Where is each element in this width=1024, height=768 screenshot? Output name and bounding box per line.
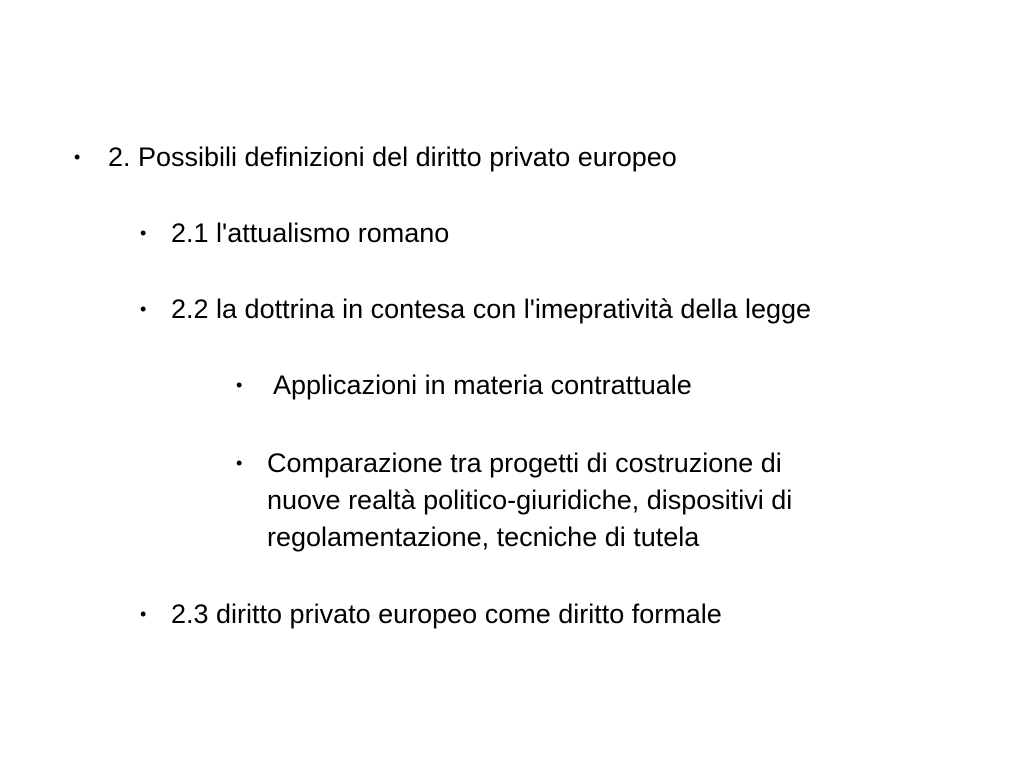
list-item-text: 2.2 la dottrina in contesa con l'imepratività della legge — [171, 294, 812, 324]
list-item-text — [267, 445, 907, 556]
bullet-icon: • — [74, 147, 81, 167]
bullet-icon: • — [236, 375, 243, 395]
bullet-icon: • — [140, 604, 147, 624]
list-item-line: Comparazione tra progetti di costruzione di — [267, 448, 782, 478]
list-item-text: 2.3 diritto privato europeo come diritto formale — [171, 599, 722, 629]
list-item-text: 2. Possibili definizioni del diritto privato europeo — [108, 142, 677, 172]
bullet-icon: • — [236, 453, 243, 473]
list-item-line: regolamentazione, tecniche di tutela — [267, 522, 700, 552]
list-item-line: nuove realtà politico-giuridiche, dispositivi di — [267, 485, 793, 515]
bullet-icon: • — [140, 223, 147, 243]
list-item-text: 2.1 l'attualismo romano — [171, 218, 450, 248]
list-item-text: Applicazioni in materia contrattuale — [267, 370, 692, 400]
bullet-icon: • — [140, 299, 147, 319]
